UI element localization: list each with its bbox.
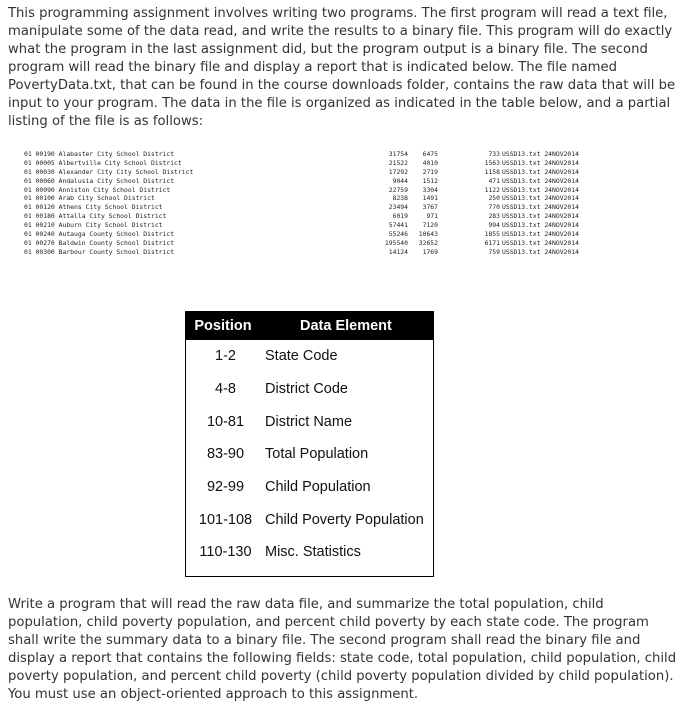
listing-poverty: 1122 bbox=[484, 185, 500, 194]
row-element: Child Poverty Population bbox=[265, 511, 424, 528]
listing-misc: USSD13.txt 24NOV2014 bbox=[502, 150, 579, 158]
listing-misc: USSD13.txt 24NOV2014 bbox=[502, 185, 579, 194]
table-header bbox=[186, 312, 433, 340]
file-layout-table bbox=[185, 311, 434, 577]
listing-row bbox=[24, 221, 594, 230]
row-element: Total Population bbox=[265, 446, 369, 463]
listing-poverty: 733 bbox=[488, 150, 500, 158]
listing-row bbox=[24, 150, 594, 159]
listing-child: 3304 bbox=[422, 185, 438, 194]
listing-record: 01 00120 Athens City School District bbox=[24, 203, 163, 212]
listing-record: 01 00240 Autauga County School District bbox=[24, 230, 175, 239]
listing-poverty: 994 bbox=[488, 221, 500, 230]
intro-paragraph: This programming assignment involves writing two programs. The first program will read a text file, manipulate some of the data read, and write the results to a binary file. This program will do exactly what the program in the last assignment did, but the program output is a binary file. The second program will read the binary file and display a report that is indicated below. The file named PovertyData.txt, that can be found in the course downloads folder, contains the raw data that will be input to your program. The data in the file is organized as indicated in the table below, and a partial listing of the file is as follows: bbox=[8, 6, 676, 129]
listing-misc: USSD13.txt 24NOV2014 bbox=[502, 230, 579, 239]
listing-poverty: 770 bbox=[488, 203, 500, 212]
table-row bbox=[186, 438, 433, 471]
header-position: Position bbox=[194, 318, 252, 334]
listing-misc: USSD13.txt 24NOV2014 bbox=[502, 176, 579, 185]
row-position: 92-99 bbox=[206, 479, 245, 496]
listing-total: 14124 bbox=[388, 247, 408, 256]
listing-child: 1769 bbox=[422, 247, 438, 256]
listing-poverty: 6171 bbox=[484, 238, 500, 247]
listing-misc: USSD13.txt 24NOV2014 bbox=[502, 203, 579, 212]
table-row bbox=[186, 471, 433, 504]
listing-misc: USSD13.txt 24NOV2014 bbox=[502, 167, 579, 176]
listing-child: 6475 bbox=[422, 150, 438, 158]
listing-row bbox=[24, 212, 594, 221]
listing-record: 01 00060 Andalusia City School District bbox=[24, 176, 175, 185]
listing-misc: USSD13.txt 24NOV2014 bbox=[502, 158, 579, 167]
listing-record: 01 00190 Alabaster City School District bbox=[24, 150, 175, 158]
listing-total: 6019 bbox=[392, 212, 408, 221]
listing-row bbox=[24, 239, 594, 248]
listing-record: 01 00005 Albertville City School District bbox=[24, 158, 182, 167]
listing-record: 01 00090 Anniston City School District bbox=[24, 185, 171, 194]
table-row bbox=[186, 503, 433, 536]
listing-total: 57441 bbox=[388, 221, 408, 230]
row-position: 101-108 bbox=[198, 511, 253, 528]
listing-total: 9044 bbox=[392, 176, 408, 185]
listing-record: 01 00100 Arab City School District bbox=[24, 194, 155, 203]
listing-total: 17292 bbox=[388, 167, 408, 176]
row-position: 1-2 bbox=[215, 348, 236, 365]
listing-poverty: 1855 bbox=[484, 230, 500, 239]
row-element: Misc. Statistics bbox=[265, 544, 361, 561]
listing-total: 21522 bbox=[388, 158, 408, 167]
row-element: District Code bbox=[265, 381, 348, 398]
listing-row bbox=[24, 194, 594, 203]
listing-total: 31754 bbox=[388, 150, 408, 158]
listing-row bbox=[24, 177, 594, 186]
listing-row bbox=[24, 186, 594, 195]
listing-poverty: 283 bbox=[488, 212, 500, 221]
listing-row bbox=[24, 168, 594, 177]
row-element: State Code bbox=[265, 348, 338, 365]
listing-record: 01 00270 Baldwin County School District bbox=[24, 238, 175, 247]
listing-poverty: 759 bbox=[488, 247, 500, 256]
table-row bbox=[186, 340, 433, 373]
listing-record: 01 00030 Alexander City City School District bbox=[24, 167, 194, 176]
table-row bbox=[186, 536, 433, 569]
listing-misc: USSD13.txt 24NOV2014 bbox=[502, 194, 579, 203]
listing-child: 4010 bbox=[422, 158, 438, 167]
table-row bbox=[186, 405, 433, 438]
listing-record: 01 00180 Attalla City School District bbox=[24, 212, 167, 221]
listing-row bbox=[24, 248, 594, 257]
outro-paragraph: Write a program that will read the raw data file, and summarize the total population, child population, child poverty population, and percent child poverty by each state code. The program shall write the summary data to a binary file. The second program shall read the binary file and display a report that contains the following fields: state code, total population, child population, child poverty population, and percent child poverty (child poverty population divided by child population). You must use an object-oriented approach to this assignment. bbox=[8, 597, 677, 702]
row-element: Child Population bbox=[265, 479, 371, 496]
listing-child: 1512 bbox=[422, 176, 438, 185]
listing-child: 3767 bbox=[422, 203, 438, 212]
listing-record: 01 00210 Auburn City School District bbox=[24, 221, 163, 230]
listing-total: 55246 bbox=[388, 230, 408, 239]
row-position: 110-130 bbox=[199, 544, 252, 561]
listing-child: 10643 bbox=[418, 230, 438, 239]
row-position: 10-81 bbox=[206, 413, 245, 430]
listing-poverty: 250 bbox=[488, 194, 500, 203]
listing-misc: USSD13.txt 24NOV2014 bbox=[502, 212, 579, 221]
listing-misc: USSD13.txt 24NOV2014 bbox=[502, 247, 579, 256]
header-data-element: Data Element bbox=[300, 318, 392, 334]
row-position: 83-90 bbox=[206, 446, 245, 463]
listing-total: 195540 bbox=[384, 238, 408, 247]
listing-poverty: 471 bbox=[488, 176, 500, 185]
listing-poverty: 1158 bbox=[484, 167, 500, 176]
table-row bbox=[186, 373, 433, 406]
file-listing bbox=[24, 150, 594, 257]
listing-row bbox=[24, 230, 594, 239]
listing-row bbox=[24, 203, 594, 212]
listing-child: 971 bbox=[426, 212, 438, 221]
listing-total: 22759 bbox=[388, 185, 408, 194]
listing-total: 8238 bbox=[392, 194, 408, 203]
listing-child: 32652 bbox=[418, 238, 438, 247]
listing-child: 7120 bbox=[422, 221, 438, 230]
listing-misc: USSD13.txt 24NOV2014 bbox=[502, 238, 579, 247]
row-element: District Name bbox=[265, 413, 353, 430]
listing-row bbox=[24, 159, 594, 168]
listing-child: 1491 bbox=[422, 194, 438, 203]
listing-misc: USSD13.txt 24NOV2014 bbox=[502, 221, 579, 230]
listing-child: 2719 bbox=[422, 167, 438, 176]
listing-record: 01 00300 Barbour County School District bbox=[24, 247, 175, 256]
listing-poverty: 1563 bbox=[484, 158, 500, 167]
row-position: 4-8 bbox=[215, 381, 236, 398]
listing-total: 23494 bbox=[388, 203, 408, 212]
